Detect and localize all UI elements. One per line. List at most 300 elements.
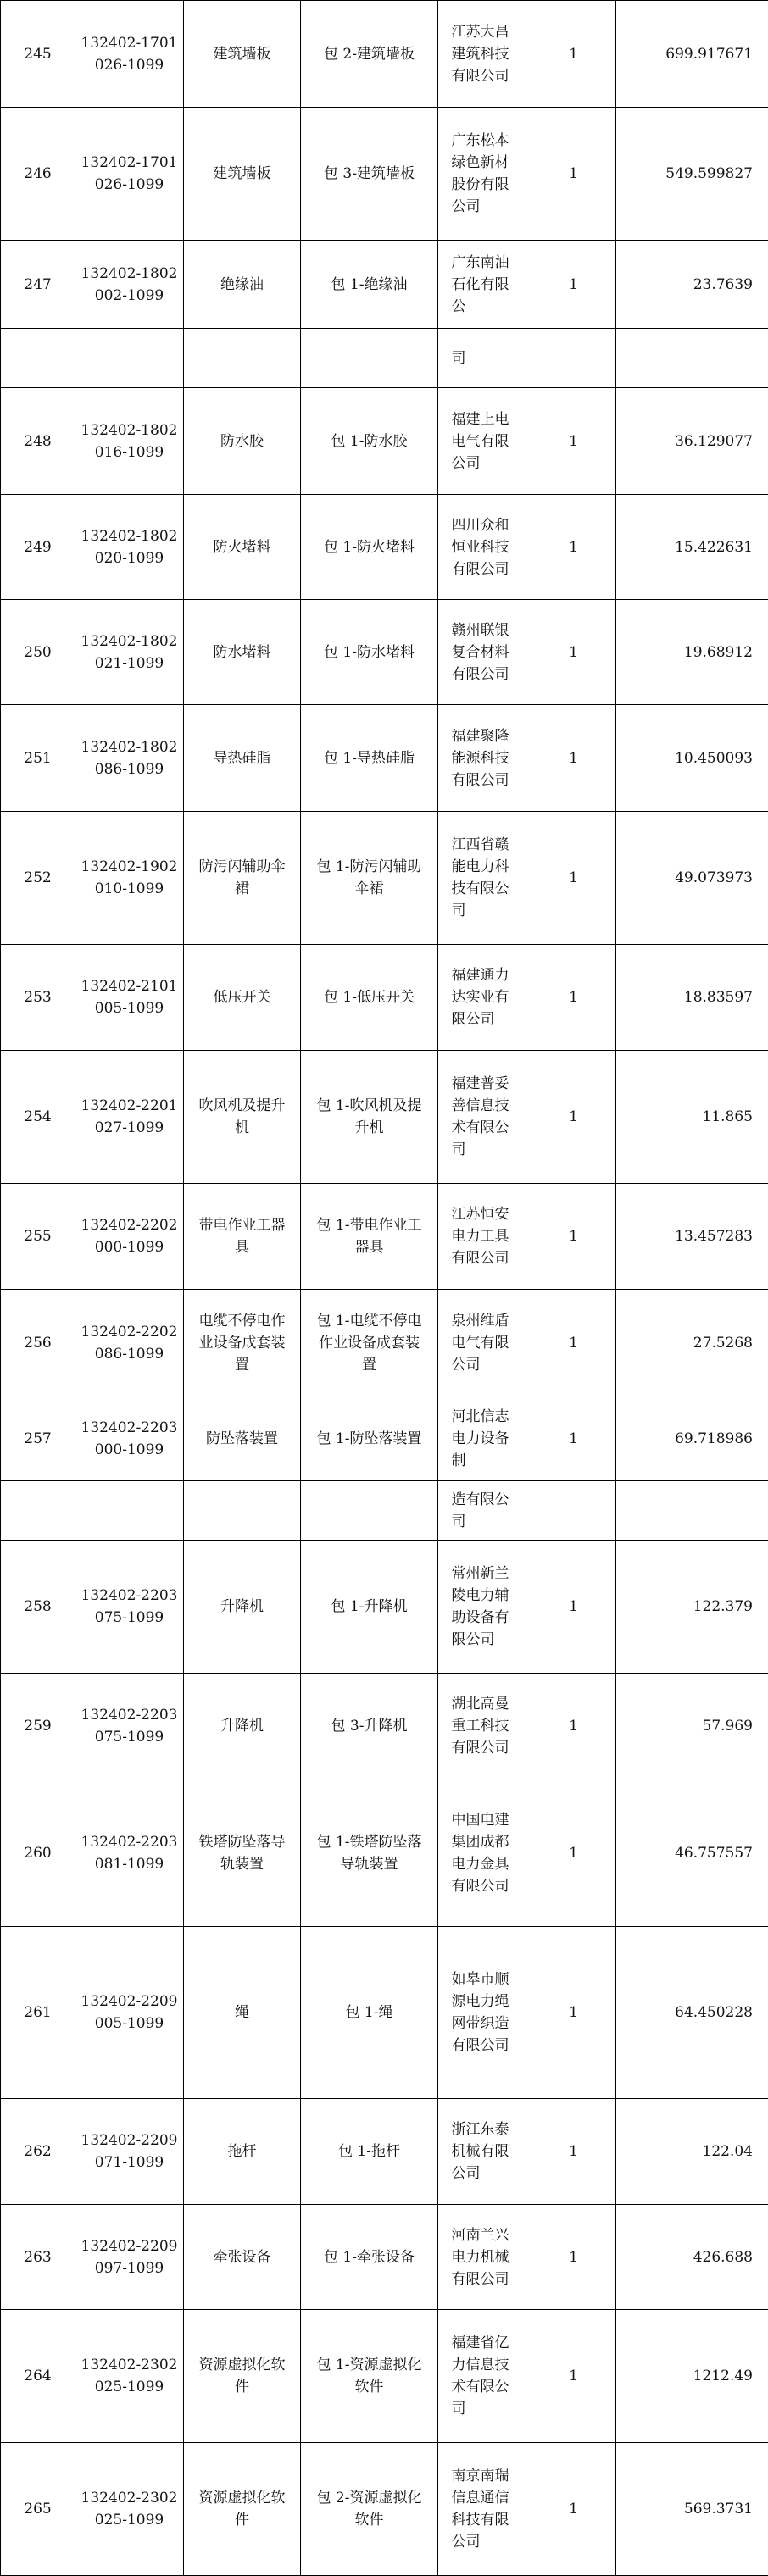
package-name-cell [301,388,438,495]
material-name: 拖杆 [196,2140,289,2162]
amount-cell [616,2099,768,2205]
material-name: 低压开关 [196,986,289,1008]
quantity: 1 [569,869,578,886]
package-name-cell [301,495,438,600]
quantity-cell [531,329,616,388]
material-code: 132402-2203075-1099 [79,1704,181,1748]
amount-cell [616,329,768,388]
row-number-cell [1,705,75,812]
vendor-name-cell [438,329,531,388]
vendor-name: 江苏恒安电力工具有限公司 [452,1203,518,1269]
vendor-name: 江西省赣能电力科技有限公司 [452,834,518,922]
package-name-cell [301,945,438,1051]
material-code: 132402-2203081-1099 [79,1831,181,1875]
table-body [1,1,768,2576]
package-name: 包 2-建筑墙板 [314,43,425,65]
material-code-cell [75,1051,184,1184]
vendor-name-cell [438,1541,531,1674]
row-number-cell [1,1779,75,1927]
vendor-name: 常州新兰陵电力辅助设备有限公司 [452,1563,518,1651]
material-code: 132402-2203075-1099 [79,1585,181,1629]
amount: 19.68912 [684,644,753,661]
row-number: 249 [24,539,51,556]
row-number-cell [1,1674,75,1779]
material-name: 防污闪辅助伞裙 [196,856,289,900]
quantity: 1 [569,2143,578,2160]
material-name-cell [184,2310,301,2443]
row-number: 251 [24,750,51,767]
quantity: 1 [569,2501,578,2518]
amount: 569.3731 [684,2501,753,2518]
quantity-cell [531,2205,616,2310]
vendor-name-cell [438,1290,531,1396]
vendor-name: 河北信志电力设备制 [452,1406,518,1472]
amount: 549.599827 [665,165,753,182]
material-code-cell [75,2310,184,2443]
vendor-name-cell [438,1,531,108]
row-number: 265 [24,2501,51,2518]
table-row [1,1184,768,1290]
quantity: 1 [569,539,578,556]
package-name: 包 3-建筑墙板 [314,163,425,185]
package-name: 包 1-防火堵料 [314,536,425,558]
material-name: 防火堵料 [196,536,289,558]
package-name-cell [301,1481,438,1541]
material-code-cell [75,388,184,495]
material-name: 导热硅脂 [196,747,289,769]
quantity: 1 [569,2249,578,2266]
material-name: 带电作业工器具 [196,1214,289,1258]
material-code-cell [75,945,184,1051]
material-code: 132402-2302025-1099 [79,2354,181,2398]
package-name-cell [301,812,438,945]
material-code: 132402-2202086-1099 [79,1321,181,1365]
row-number: 250 [24,644,51,661]
row-number-cell [1,495,75,600]
material-name-cell [184,2099,301,2205]
vendor-name-cell [438,705,531,812]
material-name-cell [184,1051,301,1184]
quantity: 1 [569,276,578,293]
quantity-cell [531,1541,616,1674]
package-name-cell [301,329,438,388]
material-code-cell [75,1674,184,1779]
quantity-cell [531,495,616,600]
material-name: 铁塔防坠落导轨装置 [196,1831,289,1875]
quantity-cell [531,1481,616,1541]
material-code: 132402-1802021-1099 [79,630,181,675]
package-name: 包 1-绳 [314,2001,425,2024]
material-name: 牵张设备 [196,2246,289,2268]
amount-cell [616,1051,768,1184]
material-code-cell [75,1779,184,1927]
vendor-name: 司 [452,347,518,369]
material-code-cell [75,1481,184,1541]
material-code-cell [75,1541,184,1674]
amount: 13.457283 [675,1228,753,1245]
vendor-name: 造有限公司 [452,1489,518,1533]
row-number-cell [1,1541,75,1674]
table-row [1,1,768,108]
vendor-name: 广东南油石化有限公 [452,252,518,318]
quantity: 1 [569,1718,578,1735]
row-number: 259 [24,1718,51,1735]
vendor-name: 赣州联银复合材料有限公司 [452,619,518,686]
quantity: 1 [569,1845,578,1862]
material-code: 132402-1701026-1099 [79,32,181,76]
row-number: 254 [24,1108,51,1125]
table-row [1,388,768,495]
table-row [1,241,768,329]
quantity: 1 [569,989,578,1006]
row-number-cell [1,1290,75,1396]
row-number-cell [1,329,75,388]
row-number-cell [1,2443,75,2576]
package-name: 包 1-带电作业工器具 [314,1214,425,1258]
material-name-cell [184,2443,301,2576]
amount: 23.7639 [693,276,753,293]
row-number-cell [1,241,75,329]
material-code: 132402-1802016-1099 [79,419,181,464]
package-name: 包 1-防水胶 [314,430,425,452]
material-code: 132402-2209097-1099 [79,2235,181,2279]
material-code-cell [75,2443,184,2576]
vendor-name-cell [438,1674,531,1779]
amount-cell [616,1481,768,1541]
quantity: 1 [569,46,578,63]
package-name-cell [301,1184,438,1290]
amount-cell [616,600,768,705]
package-name-cell [301,2099,438,2205]
material-code: 132402-1802002-1099 [79,263,181,307]
row-number: 248 [24,433,51,450]
amount-cell [616,108,768,241]
material-name-cell [184,1674,301,1779]
material-code-cell [75,495,184,600]
table-row [1,600,768,705]
row-number: 263 [24,2249,51,2266]
row-number: 262 [24,2143,51,2160]
table-row [1,329,768,388]
package-name: 包 1-电缆不停电作业设备成套装置 [314,1310,425,1376]
amount: 64.450228 [675,2004,753,2021]
material-code-cell [75,1927,184,2099]
material-code-cell [75,241,184,329]
package-name: 包 1-低压开关 [314,986,425,1008]
amount-cell [616,388,768,495]
table-row [1,705,768,812]
row-number: 252 [24,869,51,886]
row-number-cell [1,1927,75,2099]
amount-cell [616,945,768,1051]
vendor-name-cell [438,812,531,945]
amount-cell [616,2205,768,2310]
material-name-cell [184,705,301,812]
quantity-cell [531,1051,616,1184]
quantity-cell [531,2099,616,2205]
row-number: 256 [24,1335,51,1352]
package-name-cell [301,1779,438,1927]
quantity: 1 [569,165,578,182]
material-name-cell [184,1290,301,1396]
row-number: 255 [24,1228,51,1245]
package-name: 包 1-防污闪辅助伞裙 [314,856,425,900]
amount: 10.450093 [675,750,753,767]
row-number: 257 [24,1430,51,1447]
material-code: 132402-2202000-1099 [79,1214,181,1258]
amount: 36.129077 [675,433,753,450]
vendor-name: 泉州维盾电气有限公司 [452,1310,518,1376]
vendor-name: 四川众和恒业科技有限公司 [452,514,518,580]
package-name-cell [301,2310,438,2443]
table-row [1,2205,768,2310]
vendor-name-cell [438,1481,531,1541]
package-name-cell [301,108,438,241]
material-code: 132402-2302025-1099 [79,2487,181,2531]
material-name: 升降机 [196,1715,289,1737]
package-name-cell [301,1,438,108]
material-name: 建筑墙板 [196,43,289,65]
material-name-cell [184,1,301,108]
row-number-cell [1,388,75,495]
vendor-name: 福建普妥善信息技术有限公司 [452,1073,518,1161]
material-code: 132402-2209005-1099 [79,1990,181,2035]
vendor-name-cell [438,1396,531,1481]
material-code-cell [75,600,184,705]
material-name-cell [184,1481,301,1541]
amount: 27.5268 [693,1335,753,1352]
material-name: 电缆不停电作业设备成套装置 [196,1310,289,1376]
vendor-name: 福建通力达实业有限公司 [452,964,518,1030]
material-name-cell [184,388,301,495]
package-name-cell [301,600,438,705]
material-code-cell [75,705,184,812]
amount: 18.83597 [684,989,753,1006]
amount: 122.379 [693,1598,753,1615]
vendor-name: 湖北高曼重工科技有限公司 [452,1693,518,1759]
amount-cell [616,812,768,945]
package-name: 包 1-导热硅脂 [314,747,425,769]
material-name-cell [184,1396,301,1481]
quantity-cell [531,388,616,495]
row-number-cell [1,1481,75,1541]
vendor-name-cell [438,945,531,1051]
package-name-cell [301,705,438,812]
material-code-cell [75,1396,184,1481]
amount: 15.422631 [675,539,753,556]
amount: 699.917671 [665,46,753,63]
amount: 57.969 [703,1718,753,1735]
material-name-cell [184,241,301,329]
material-code: 132402-1902010-1099 [79,856,181,900]
material-code-cell [75,1290,184,1396]
vendor-name: 福建上电电气有限公司 [452,408,518,475]
package-name: 包 1-拖杆 [314,2140,425,2162]
material-code-cell [75,2205,184,2310]
row-number-cell [1,2099,75,2205]
row-number-cell [1,2310,75,2443]
table-row [1,1541,768,1674]
row-number: 264 [24,2368,51,2384]
quantity-cell [531,1779,616,1927]
material-name: 防水堵料 [196,641,289,663]
package-name: 包 1-防水堵料 [314,641,425,663]
quantity-cell [531,241,616,329]
quantity-cell [531,1,616,108]
table-row [1,108,768,241]
quantity: 1 [569,2368,578,2384]
material-code: 132402-1802020-1099 [79,525,181,569]
vendor-name: 福建聚隆能源科技有限公司 [452,725,518,791]
table-row [1,812,768,945]
material-name: 吹风机及提升机 [196,1095,289,1139]
quantity: 1 [569,1108,578,1125]
material-name-cell [184,945,301,1051]
quantity: 1 [569,644,578,661]
row-number: 258 [24,1598,51,1615]
vendor-name-cell [438,1184,531,1290]
amount-cell [616,241,768,329]
material-name: 建筑墙板 [196,163,289,185]
material-name-cell [184,329,301,388]
material-name-cell [184,1541,301,1674]
package-name: 包 1-吹风机及提升机 [314,1095,425,1139]
vendor-name-cell [438,2310,531,2443]
quantity-cell [531,945,616,1051]
package-name-cell [301,1674,438,1779]
amount: 49.073973 [675,869,753,886]
material-code-cell [75,1184,184,1290]
amount: 426.688 [693,2249,753,2266]
amount: 69.718986 [675,1430,753,1447]
package-name: 包 2-资源虚拟化软件 [314,2487,425,2531]
package-name-cell [301,241,438,329]
table-row [1,2310,768,2443]
table-row [1,1396,768,1481]
material-code: 132402-2201027-1099 [79,1095,181,1139]
vendor-name: 江苏大昌建筑科技有限公司 [452,21,518,87]
quantity-cell [531,705,616,812]
material-code-cell [75,1,184,108]
material-code: 132402-2203000-1099 [79,1417,181,1461]
vendor-name-cell [438,2443,531,2576]
material-code-cell [75,2099,184,2205]
amount: 46.757557 [675,1845,753,1862]
package-name: 包 1-升降机 [314,1596,425,1618]
amount: 11.865 [703,1108,753,1125]
material-code-cell [75,812,184,945]
vendor-name-cell [438,495,531,600]
row-number-cell [1,108,75,241]
table-row [1,2099,768,2205]
material-name: 升降机 [196,1596,289,1618]
quantity-cell [531,2310,616,2443]
vendor-name-cell [438,1051,531,1184]
amount-cell [616,1541,768,1674]
vendor-name-cell [438,1927,531,2099]
package-name-cell [301,1290,438,1396]
package-name-cell [301,1396,438,1481]
quantity: 1 [569,750,578,767]
vendor-name-cell [438,1779,531,1927]
amount-cell [616,1184,768,1290]
row-number-cell [1,1396,75,1481]
vendor-name: 浙江东泰机械有限公司 [452,2118,518,2185]
table-row [1,1779,768,1927]
material-name: 绝缘油 [196,274,289,296]
table-row [1,2443,768,2576]
vendor-name-cell [438,108,531,241]
amount-cell [616,1779,768,1927]
material-name-cell [184,495,301,600]
vendor-name: 南京南瑞信息通信科技有限公司 [452,2465,518,2553]
material-name-cell [184,1184,301,1290]
amount: 1212.49 [693,2368,753,2384]
amount-cell [616,1674,768,1779]
package-name: 包 1-铁塔防坠落导轨装置 [314,1831,425,1875]
amount-cell [616,495,768,600]
vendor-name: 广东松本绿色新材股份有限公司 [452,130,518,218]
row-number-cell [1,1051,75,1184]
material-code-cell [75,108,184,241]
row-number-cell [1,1,75,108]
material-name: 防坠落装置 [196,1428,289,1450]
table-row [1,1927,768,2099]
vendor-name-cell [438,2099,531,2205]
package-name: 包 1-牵张设备 [314,2246,425,2268]
row-number-cell [1,600,75,705]
package-name: 包 3-升降机 [314,1715,425,1737]
table-row [1,1674,768,1779]
package-name-cell [301,1541,438,1674]
material-name-cell [184,812,301,945]
table-row [1,495,768,600]
quantity-cell [531,1927,616,2099]
vendor-name-cell [438,388,531,495]
material-name-cell [184,108,301,241]
quantity-cell [531,1184,616,1290]
amount-cell [616,1290,768,1396]
quantity: 1 [569,1598,578,1615]
row-number: 253 [24,989,51,1006]
quantity: 1 [569,433,578,450]
material-name: 资源虚拟化软件 [196,2354,289,2398]
vendor-name: 福建省亿力信息技术有限公司 [452,2332,518,2420]
material-code: 132402-2209071-1099 [79,2129,181,2174]
material-name-cell [184,600,301,705]
quantity: 1 [569,1430,578,1447]
quantity-cell [531,1396,616,1481]
package-name-cell [301,2443,438,2576]
row-number: 246 [24,165,51,182]
amount-cell [616,1927,768,2099]
row-number-cell [1,1184,75,1290]
material-code: 132402-2101005-1099 [79,975,181,1019]
row-number: 247 [24,276,51,293]
table-row [1,1290,768,1396]
material-name-cell [184,1927,301,2099]
quantity-cell [531,600,616,705]
amount-cell [616,1,768,108]
quantity-cell [531,1290,616,1396]
row-number: 260 [24,1845,51,1862]
package-name-cell [301,1051,438,1184]
vendor-name-cell [438,2205,531,2310]
vendor-name: 如皋市顺源电力绳网带织造有限公司 [452,1968,518,2057]
amount: 122.04 [703,2143,753,2160]
row-number-cell [1,2205,75,2310]
amount-cell [616,2443,768,2576]
